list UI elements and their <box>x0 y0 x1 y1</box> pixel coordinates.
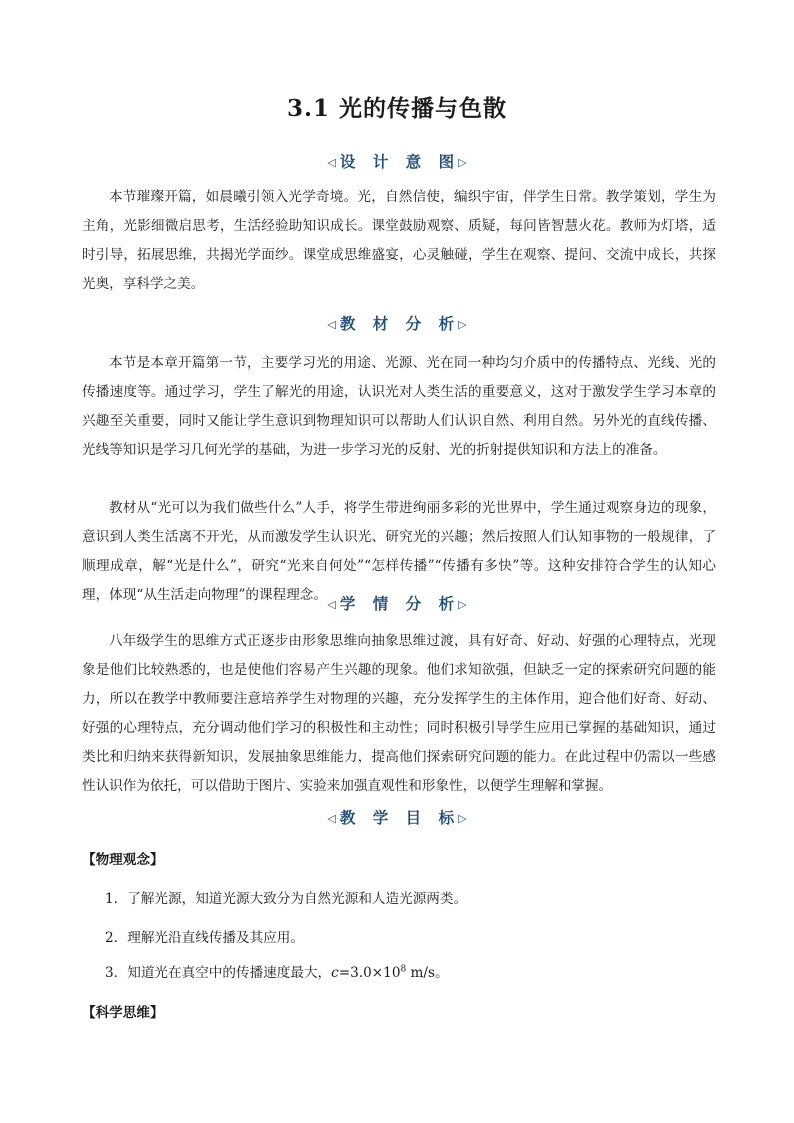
goal-item-2: 2．理解光沿直线传播及其应用。 <box>105 930 304 946</box>
goal-item-3-text: 3．知道光在真空中的传播速度最大， <box>105 965 332 981</box>
design-paragraph: 本节璀璨开篇，如晨曦引领入光学奇境。光，自然信使，编织宇宙，伴学生日常。教学策划，学生为主角，光影细微启思考，生活经验助知识成长。课堂鼓励观察、质疑，每问皆智慧火花。教师为灯塔，适时引导，拓展思维，共揭光学面纱。课堂成思维盛宴，心灵触碰，学生在观察、提问、交流中成长，共探光奥，享科学之美。 <box>82 189 716 292</box>
triangle-left-icon: ◁ <box>327 812 336 825</box>
section-heading-text: 教 学 目 标 <box>339 808 461 827</box>
goal-item-3 <box>105 961 449 981</box>
goal-item-1: 1．了解光源，知道光源大致分为自然光源和人造光源两类。 <box>105 891 468 907</box>
triangle-right-icon: ▷ <box>458 812 467 825</box>
triangle-right-icon: ▷ <box>458 598 467 611</box>
triangle-left-icon: ◁ <box>327 598 336 611</box>
section-heading-material <box>0 312 794 334</box>
subheading-physics-concept: 【物理观念】 <box>82 852 164 868</box>
students-paragraph: 八年级学生的思维方式正逐步由形象思维向抽象思维过渡，具有好奇、好动、好强的心理特点，光现象是他们比较熟悉的，也是使他们容易产生兴趣的现象。他们求知欲强，但缺乏一定的探索研究问题的能力，所以在教学中教师要注意培养学生对物理的兴趣，充分发挥学生的主体作用，迎合他们好奇、好动、好强的心理特点，充分调动他们学习的积极性和主动性；同时积极引导学生应用已掌握的基础知识，通过类比和归纳来获得新知识，发展抽象思维能力，提高他们探索研究问题的能力。在此过程中仍需以一些感性认识作为依托，可以借助于图片、实验来加强直观性和形象性，以便学生理解和掌握。 <box>82 633 716 794</box>
triangle-left-icon: ◁ <box>327 318 336 331</box>
section-heading-students <box>0 592 794 614</box>
section-heading-text: 学 情 分 析 <box>339 594 461 613</box>
section-heading-text: 教 材 分 析 <box>339 314 461 333</box>
section-heading-text: 设 计 意 图 <box>339 152 461 171</box>
speed-exponent: 8 <box>400 964 407 975</box>
speed-symbol: c <box>331 965 339 981</box>
material-paragraph-1: 本节是本章开篇第一节，主要学习光的用途、光源、光在同一种均匀介质中的传播特点、光线、光的传播速度等。通过学习，学生了解光的用途，认识光对人类生活的重要意义，这对于激发学生学习本章的兴趣至关重要，同时又能让学生意识到物理知识可以帮助人们认识自然、利用自然。另外光的直线传播、光线等知识是学习几何光学的基础，为进一步学习光的反射、光的折射提供知识和方法上的准备。 <box>82 355 716 458</box>
triangle-right-icon: ▷ <box>458 156 467 169</box>
section-heading-design <box>0 150 794 172</box>
section-heading-goals <box>0 806 794 828</box>
triangle-right-icon: ▷ <box>458 318 467 331</box>
page-title: 3.1 光的传播与色散 <box>286 95 508 122</box>
speed-equation: =3.0×10 <box>338 965 401 981</box>
material-paragraph-2: 教材从“光可以为我们做些什么”人手，将学生带进绚丽多彩的光世界中，学生通过观察身边的现象，意识到人类生活离不开光，从而激发学生认识光、研究光的兴趣；然后按照人们认知事物的一般规律，了顺理成章，解“光是什么”，研究“光来自何处”“怎样传播”“传播有多快”等。这种安排符合学生的认知心理，体现“从生活走向物理”的课程理念。 <box>82 500 716 603</box>
speed-unit: m/s。 <box>406 965 449 981</box>
triangle-left-icon: ◁ <box>327 156 336 169</box>
subheading-science-thinking: 【科学思维】 <box>82 1005 164 1021</box>
